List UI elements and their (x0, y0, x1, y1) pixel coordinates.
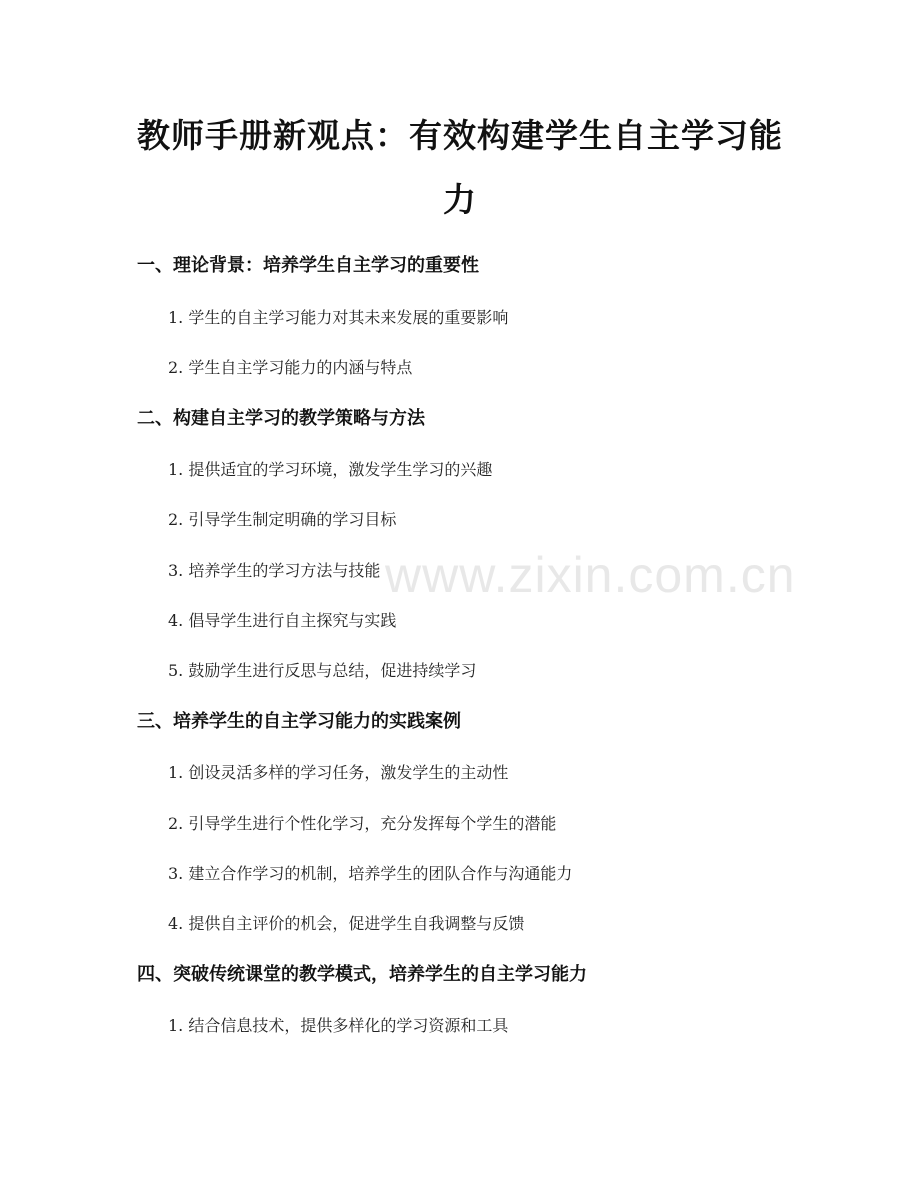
section-heading-1: 一、理论背景：培养学生自主学习的重要性 (137, 255, 479, 276)
list-item: 1. 结合信息技术，提供多样化的学习资源和工具 (168, 1016, 509, 1035)
list-item: 5. 鼓励学生进行反思与总结，促进持续学习 (168, 661, 477, 680)
section-heading-4: 四、突破传统课堂的教学模式，培养学生的自主学习能力 (137, 964, 587, 985)
list-item: 2. 引导学生进行个性化学习，充分发挥每个学生的潜能 (168, 814, 557, 833)
page-title: 教师手册新观点：有效构建学生自主学习能力 (137, 116, 783, 219)
section-heading-2: 二、构建自主学习的教学策略与方法 (137, 408, 425, 429)
list-item: 3. 建立合作学习的机制，培养学生的团队合作与沟通能力 (168, 864, 573, 883)
list-item: 2. 引导学生制定明确的学习目标 (168, 510, 397, 529)
list-item: 3. 培养学生的学习方法与技能 (168, 561, 381, 580)
list-item: 1. 学生的自主学习能力对其未来发展的重要影响 (168, 308, 509, 327)
list-item: 2. 学生自主学习能力的内涵与特点 (168, 358, 413, 377)
list-item: 4. 倡导学生进行自主探究与实践 (168, 611, 397, 630)
list-item: 1. 创设灵活多样的学习任务，激发学生的主动性 (168, 763, 509, 782)
watermark: www.zixin.com.cn (385, 547, 796, 603)
section-heading-3: 三、培养学生的自主学习能力的实践案例 (137, 711, 461, 732)
list-item: 1. 提供适宜的学习环境，激发学生学习的兴趣 (168, 460, 493, 479)
list-item: 4. 提供自主评价的机会，促进学生自我调整与反馈 (168, 914, 525, 933)
